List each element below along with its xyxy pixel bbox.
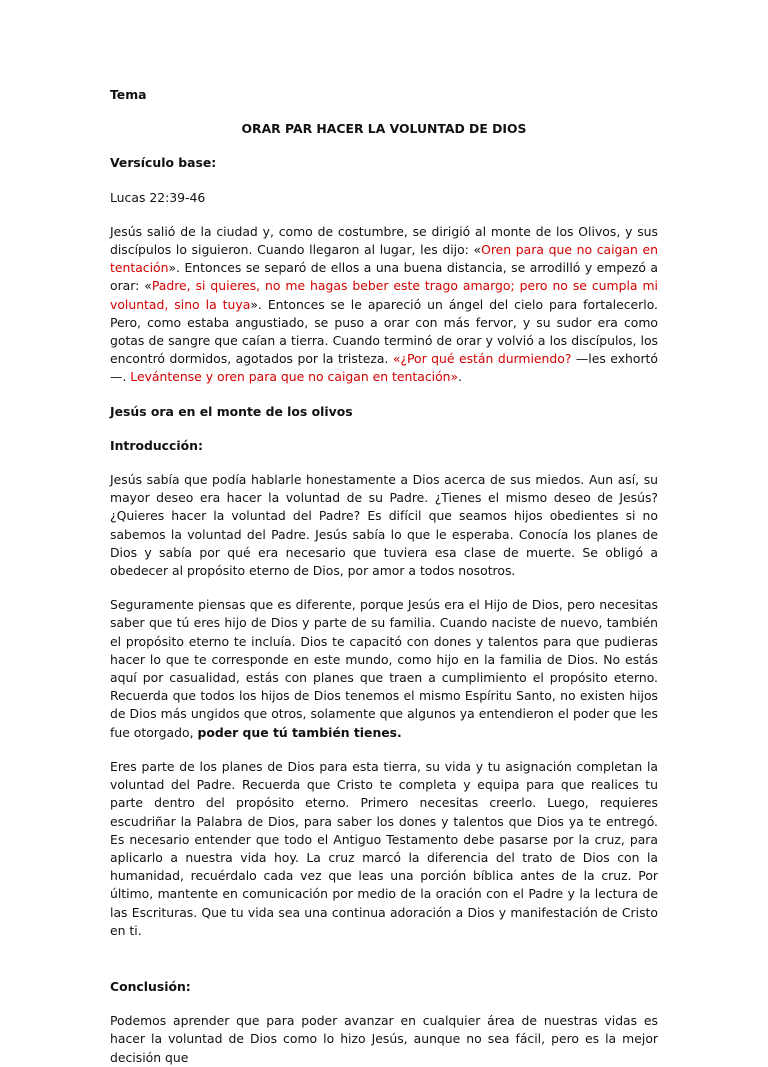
blank-line xyxy=(110,956,658,978)
paragraph-text: Seguramente piensas que es diferente, porque Jesús era el Hijo de Dios, pero necesitas saber que tú eres hijo de Dios y parte de su familia. Cuando naciste de nuevo, también el propósito eterno te incluía. Dios te capacitó con dones y talentos para que pudieras hacer lo que te corresponde en este mundo, como hijo en la familia de Dios. No estás aquí por casualidad, estás con planes que traen a cumplimiento el propósito eterno. Recuerda que todos los hijos de Dios tenemos el mismo Espíritu Santo, no existen hijos de Dios más ungidos que otros, solamente que algunos ya entendieron el poder que les fue otorgado, xyxy=(110,597,658,740)
versiculo-label: Versículo base: xyxy=(110,155,217,171)
document-body xyxy=(110,86,658,1067)
passage-text: —les exhortó—. xyxy=(110,351,658,385)
passage-text: . xyxy=(458,369,463,385)
introduction-paragraph-3: Eres parte de los planes de Dios para esta tierra, su vida y tu asignación completan la voluntad del Padre. Recuerda que Cristo te completa y equipa para que realices tu parte dentro del propósito eterno. Primero necesitas creerlo. Luego, requieres escudriñar la Palabra de Dios, para saber los dones y talentos que Dios ya te entregó. Es necesario entender que todo el Antiguo Testamento debe pasarse por la cruz, para aplicarlo a nuestra vida hoy. La cruz marcó la diferencia del trato de Dios con la humanidad, recuérdalo cada vez que leas una porción bíblica antes de la cruz. Por último, mantente en comunicación por medio de la oración con el Padre y la lectura de las Escrituras. Que tu vida sea una continua adoración a Dios y manifestación de Cristo en ti. xyxy=(110,758,658,938)
introduction-paragraph-1: Jesús sabía que podía hablarle honestamente a Dios acerca de sus miedos. Aun así, su mayor deseo era hacer la voluntad de su Padre. ¿Tienes el mismo deseo de Jesús? ¿Quieres hacer la voluntad del Padre? Es difícil que seamos hijos obedientes si no sabemos la voluntad del Padre. Jesús sabía lo que le esperaba. Conocía los planes de Dios y sabía por qué era necesario que tuviera esa clase de muerte. Se obligó a obedecer al propósito eterno de Dios, por amor a todos nosotros. xyxy=(110,472,658,579)
scripture-passage xyxy=(110,223,658,387)
passage-quote: Padre, si quieres, no me hagas beber este trago amargo; pero no se cumpla mi voluntad, sino la tuya xyxy=(110,278,658,312)
sermon-title: ORAR PAR HACER LA VOLUNTAD DE DIOS xyxy=(241,121,527,137)
passage-quote: Oren para que no caigan en tentación xyxy=(110,242,658,276)
passage-quote: «¿Por qué están durmiendo? xyxy=(392,351,572,367)
passage-text: Jesús salió de la ciudad y, como de costumbre, se dirigió al monte de los Olivos, y sus discípulos lo siguieron. Cuando llegaron al lugar, les dijo: « xyxy=(110,223,658,258)
passage-quote: Levántense y oren para que no caigan en tentación» xyxy=(130,369,459,385)
conclusion-label: Conclusión: xyxy=(110,978,191,994)
introduction-label: Introducción: xyxy=(110,437,203,453)
section-subtitle: Jesús ora en el monte de los olivos xyxy=(110,403,353,419)
passage-text: ». Entonces se separó de ellos a una buena distancia, se arrodilló y empezó a orar: « xyxy=(110,260,658,294)
conclusion-paragraph: Podemos aprender que para poder avanzar en cualquier área de nuestras vidas es hacer la voluntad de Dios como lo hizo Jesús, aunque no sea fácil, pero es la mejor decisión que xyxy=(110,1013,658,1065)
paragraph-emphasis: poder que tú también tienes. xyxy=(197,724,402,740)
passage-text: ». Entonces se le apareció un ángel del cielo para fortalecerlo. Pero, como estaba angustiado, se puso a orar con más fervor, y su sudor era como gotas de sangre que caían a tierra. Cuando terminó de orar y volvió a los discípulos, los encontró dormidos, agotados por la tristeza. xyxy=(110,296,658,367)
introduction-paragraph-2 xyxy=(110,596,658,742)
tema-label: Tema xyxy=(110,87,147,102)
scripture-reference: Lucas 22:39-46 xyxy=(110,189,206,205)
